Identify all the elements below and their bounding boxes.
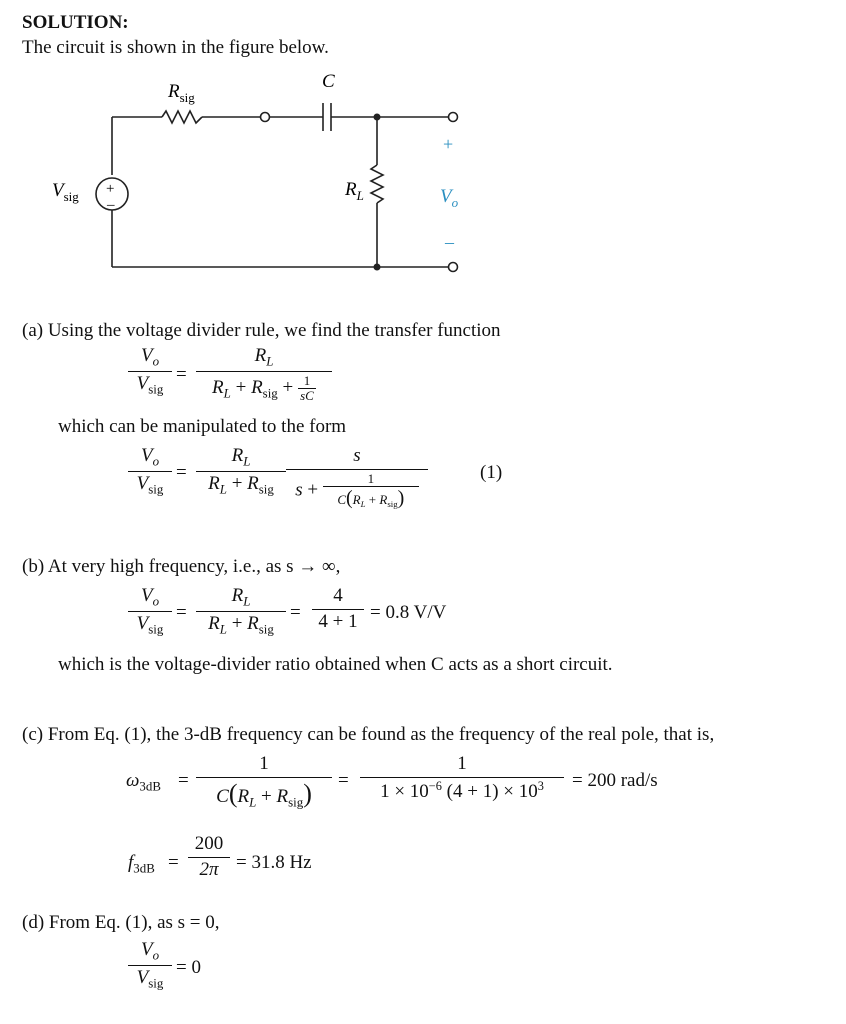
- omega-num: 1: [259, 753, 269, 774]
- rl-fraction-eq1: $R_L$ $R_L + R_{sig}$: [196, 446, 286, 496]
- omega-fraction: 1 $C(R_L + R_{sig})$: [196, 754, 332, 810]
- one-over-sc-num: 1: [303, 372, 311, 388]
- one-over-sc-den: sC: [300, 388, 314, 404]
- equals-c2: =: [338, 770, 349, 791]
- transfer-fraction-a1: $R_L$ $R_L + R_{sig}$ + $\frac{1}{sC}$: [196, 346, 332, 403]
- output-plus: +: [443, 134, 454, 154]
- exp-neg6: −6: [428, 778, 442, 793]
- equals-c3: =: [168, 852, 179, 873]
- circuit-diagram: [40, 65, 480, 285]
- equals-eq1: =: [176, 462, 187, 483]
- num-200: 200: [194, 833, 224, 854]
- two-pi: 2π: [199, 858, 219, 880]
- part-b-result: = 0.8 V/V: [370, 602, 447, 623]
- four-plus-one: 4 + 1: [318, 610, 358, 632]
- den-rest: (4 + 1) × 10: [446, 780, 538, 802]
- part-a-text2: which can be manipulated to the form: [58, 416, 347, 437]
- vo-over-vsig-eq1: $V_o$ $V_{sig}$: [128, 446, 172, 496]
- four: 4: [333, 585, 343, 606]
- equals-b1: =: [176, 602, 187, 623]
- source-plus-sign: +: [106, 181, 115, 197]
- capacitor-label: C: [322, 71, 335, 92]
- part-b-text2: which is the voltage-divider ratio obtained when C acts as a short circuit.: [58, 654, 613, 675]
- intro-text: The circuit is shown in the figure below.: [22, 37, 329, 58]
- numeric-omega-fraction: [360, 754, 564, 803]
- s-fraction-eq1: s s + 1 $C(R_L + R_{sig})$: [286, 446, 428, 510]
- f-fraction: [188, 834, 230, 881]
- part-a-text: (a) Using the voltage divider rule, we find the transfer function: [22, 320, 501, 341]
- part-b-text: (b) At very high frequency, i.e., as s → ∞,: [22, 556, 341, 577]
- den-numeric: 1 × 10: [380, 780, 429, 802]
- part-c-text: (c) From Eq. (1), the 3-dB frequency can be found as the frequency of the real pole, that is,: [22, 724, 715, 745]
- rl-label: $R_L$: [345, 179, 364, 203]
- vo-over-vsig-a1: $V_o$ $V_{sig}$: [128, 346, 172, 396]
- vsig-label: $V_{sig}$: [52, 180, 79, 204]
- equals-a1: =: [176, 364, 187, 385]
- exp-3: 3: [537, 778, 544, 793]
- vo-label: $V_o$: [440, 186, 459, 210]
- omega-3db: $\omega_{3dB}$: [126, 770, 161, 794]
- vo-over-vsig-b: $V_o$ $V_{sig}$: [128, 586, 172, 636]
- f-3db: $f_{3dB}$: [128, 852, 155, 876]
- equals-c1: =: [178, 770, 189, 791]
- rl-fraction-b: $R_L$ $R_L + R_{sig}$: [196, 586, 286, 636]
- output-minus: –: [445, 232, 454, 252]
- rsig-label: $R_{sig}$: [168, 81, 195, 105]
- vo-over-vsig-d: $V_o$ $V_{sig}$: [128, 940, 172, 990]
- f-result: = 31.8 Hz: [236, 852, 312, 873]
- numeric-fraction-b: [312, 586, 364, 633]
- pole-num: 1: [367, 470, 375, 486]
- solution-heading: SOLUTION:: [22, 12, 129, 33]
- s-numerator: s: [353, 445, 361, 466]
- omega-result: = 200 rad/s: [572, 770, 658, 791]
- source-minus-sign: –: [107, 197, 115, 213]
- numeric-omega-num: 1: [457, 753, 467, 774]
- equals-b2: =: [290, 602, 301, 623]
- equation-label-1: (1): [480, 462, 503, 483]
- part-d-text: (d) From Eq. (1), as s = 0,: [22, 912, 220, 933]
- part-d-result: = 0: [176, 957, 201, 978]
